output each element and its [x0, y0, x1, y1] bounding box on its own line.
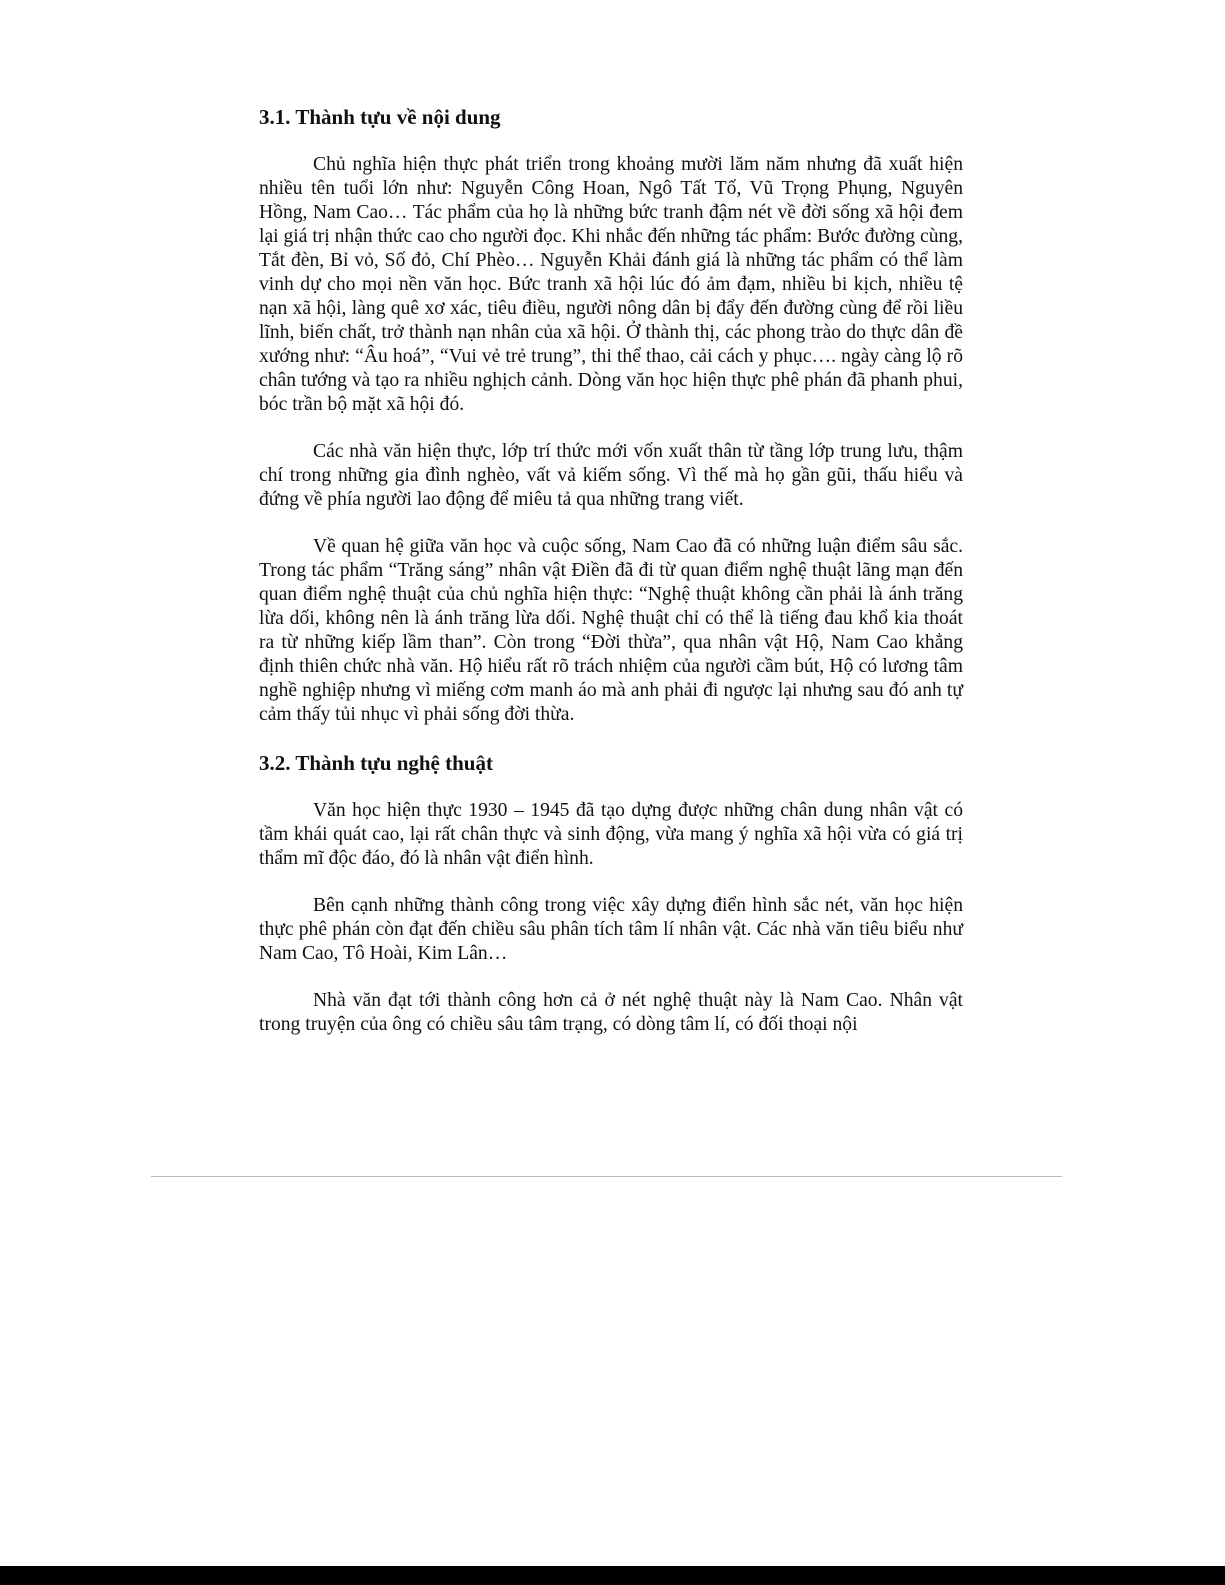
page-divider	[151, 1176, 1062, 1177]
paragraph: Văn học hiện thực 1930 – 1945 đã tạo dựng được những chân dung nhân vật có tầm khái quát cao, lại rất chân thực và sinh động, vừa mang ý nghĩa xã hội vừa có giá trị thẩm mĩ độc đáo, đó là nhân vật điển hình.	[259, 800, 963, 869]
section-heading-art: 3.2. Thành tựu nghệ thuật	[259, 751, 493, 775]
bottom-bar	[0, 1566, 1225, 1585]
paragraph: Nhà văn đạt tới thành công hơn cả ở nét nghệ thuật này là Nam Cao. Nhân vật trong truyện của ông có chiều sâu tâm trạng, có dòng tâm lí, có đối thoại nội	[259, 990, 963, 1035]
section-heading-content: 3.1. Thành tựu về nội dung	[259, 105, 501, 129]
paragraph: Chủ nghĩa hiện thực phát triển trong khoảng mười lăm năm nhưng đã xuất hiện nhiều tên tuổi lớn như: Nguyễn Công Hoan, Ngô Tất Tố, Vũ Trọng Phụng, Nguyên Hồng, Nam Cao… Tác phẩm của họ là những bức tranh đậm nét về đời sống xã hội đem lại giá trị nhận thức cao cho người đọc. Khi nhắc đến những tác phẩm: Bước đường cùng, Tắt đèn, Bỉ vỏ, Số đỏ, Chí Phèo… Nguyễn Khải đánh giá là những tác phẩm có thể làm vinh dự cho mọi nền văn học. Bức tranh xã hội lúc đó ảm đạm, nhiều bi kịch, nhiều tệ nạn xã hội, làng quê xơ xác, tiêu điều, người nông dân bị đẩy đến đường cùng để rồi liều lĩnh, biến chất, trở thành nạn nhân của xã hội. Ở thành thị, các phong trào do thực dân đề xướng như: “Âu hoá”, “Vui vẻ trẻ trung”, thi thể thao, cải cách y phục…. ngày càng lộ rõ chân tướng và tạo ra nhiều nghịch cảnh. Dòng văn học hiện thực phê phán đã phanh phui, bóc trần bộ mặt xã hội đó.	[259, 154, 963, 415]
document-page	[259, 104, 963, 1037]
paragraph: Về quan hệ giữa văn học và cuộc sống, Nam Cao đã có những luận điểm sâu sắc. Trong tác phẩm “Trăng sáng” nhân vật Điền đã đi từ quan điểm nghệ thuật lãng mạn đến quan điểm nghệ thuật của chủ nghĩa hiện thực: “Nghệ thuật không cần phải là ánh trăng lừa dối, không nên là ánh trăng lừa dối. Nghệ thuật chỉ có thể là tiếng đau khổ kia thoát ra từ những kiếp lầm than”. Còn trong “Đời thừa”, qua nhân vật Hộ, Nam Cao khẳng định thiên chức nhà văn. Hộ hiểu rất rõ trách nhiệm của người cầm bút, Hộ có lương tâm nghề nghiệp nhưng vì miếng cơm manh áo mà anh phải đi ngược lại nhưng sau đó anh tự cảm thấy tủi nhục vì phải sống đời thừa.	[259, 536, 963, 725]
paragraph: Các nhà văn hiện thực, lớp trí thức mới vốn xuất thân từ tầng lớp trung lưu, thậm chí trong những gia đình nghèo, vất vả kiếm sống. Vì thế mà họ gần gũi, thấu hiểu và đứng về phía người lao động để miêu tả qua những trang viết.	[259, 441, 963, 510]
paragraph: Bên cạnh những thành công trong việc xây dựng điển hình sắc nét, văn học hiện thực phê phán còn đạt đến chiều sâu phân tích tâm lí nhân vật. Các nhà văn tiêu biểu như Nam Cao, Tô Hoài, Kim Lân…	[259, 895, 963, 964]
